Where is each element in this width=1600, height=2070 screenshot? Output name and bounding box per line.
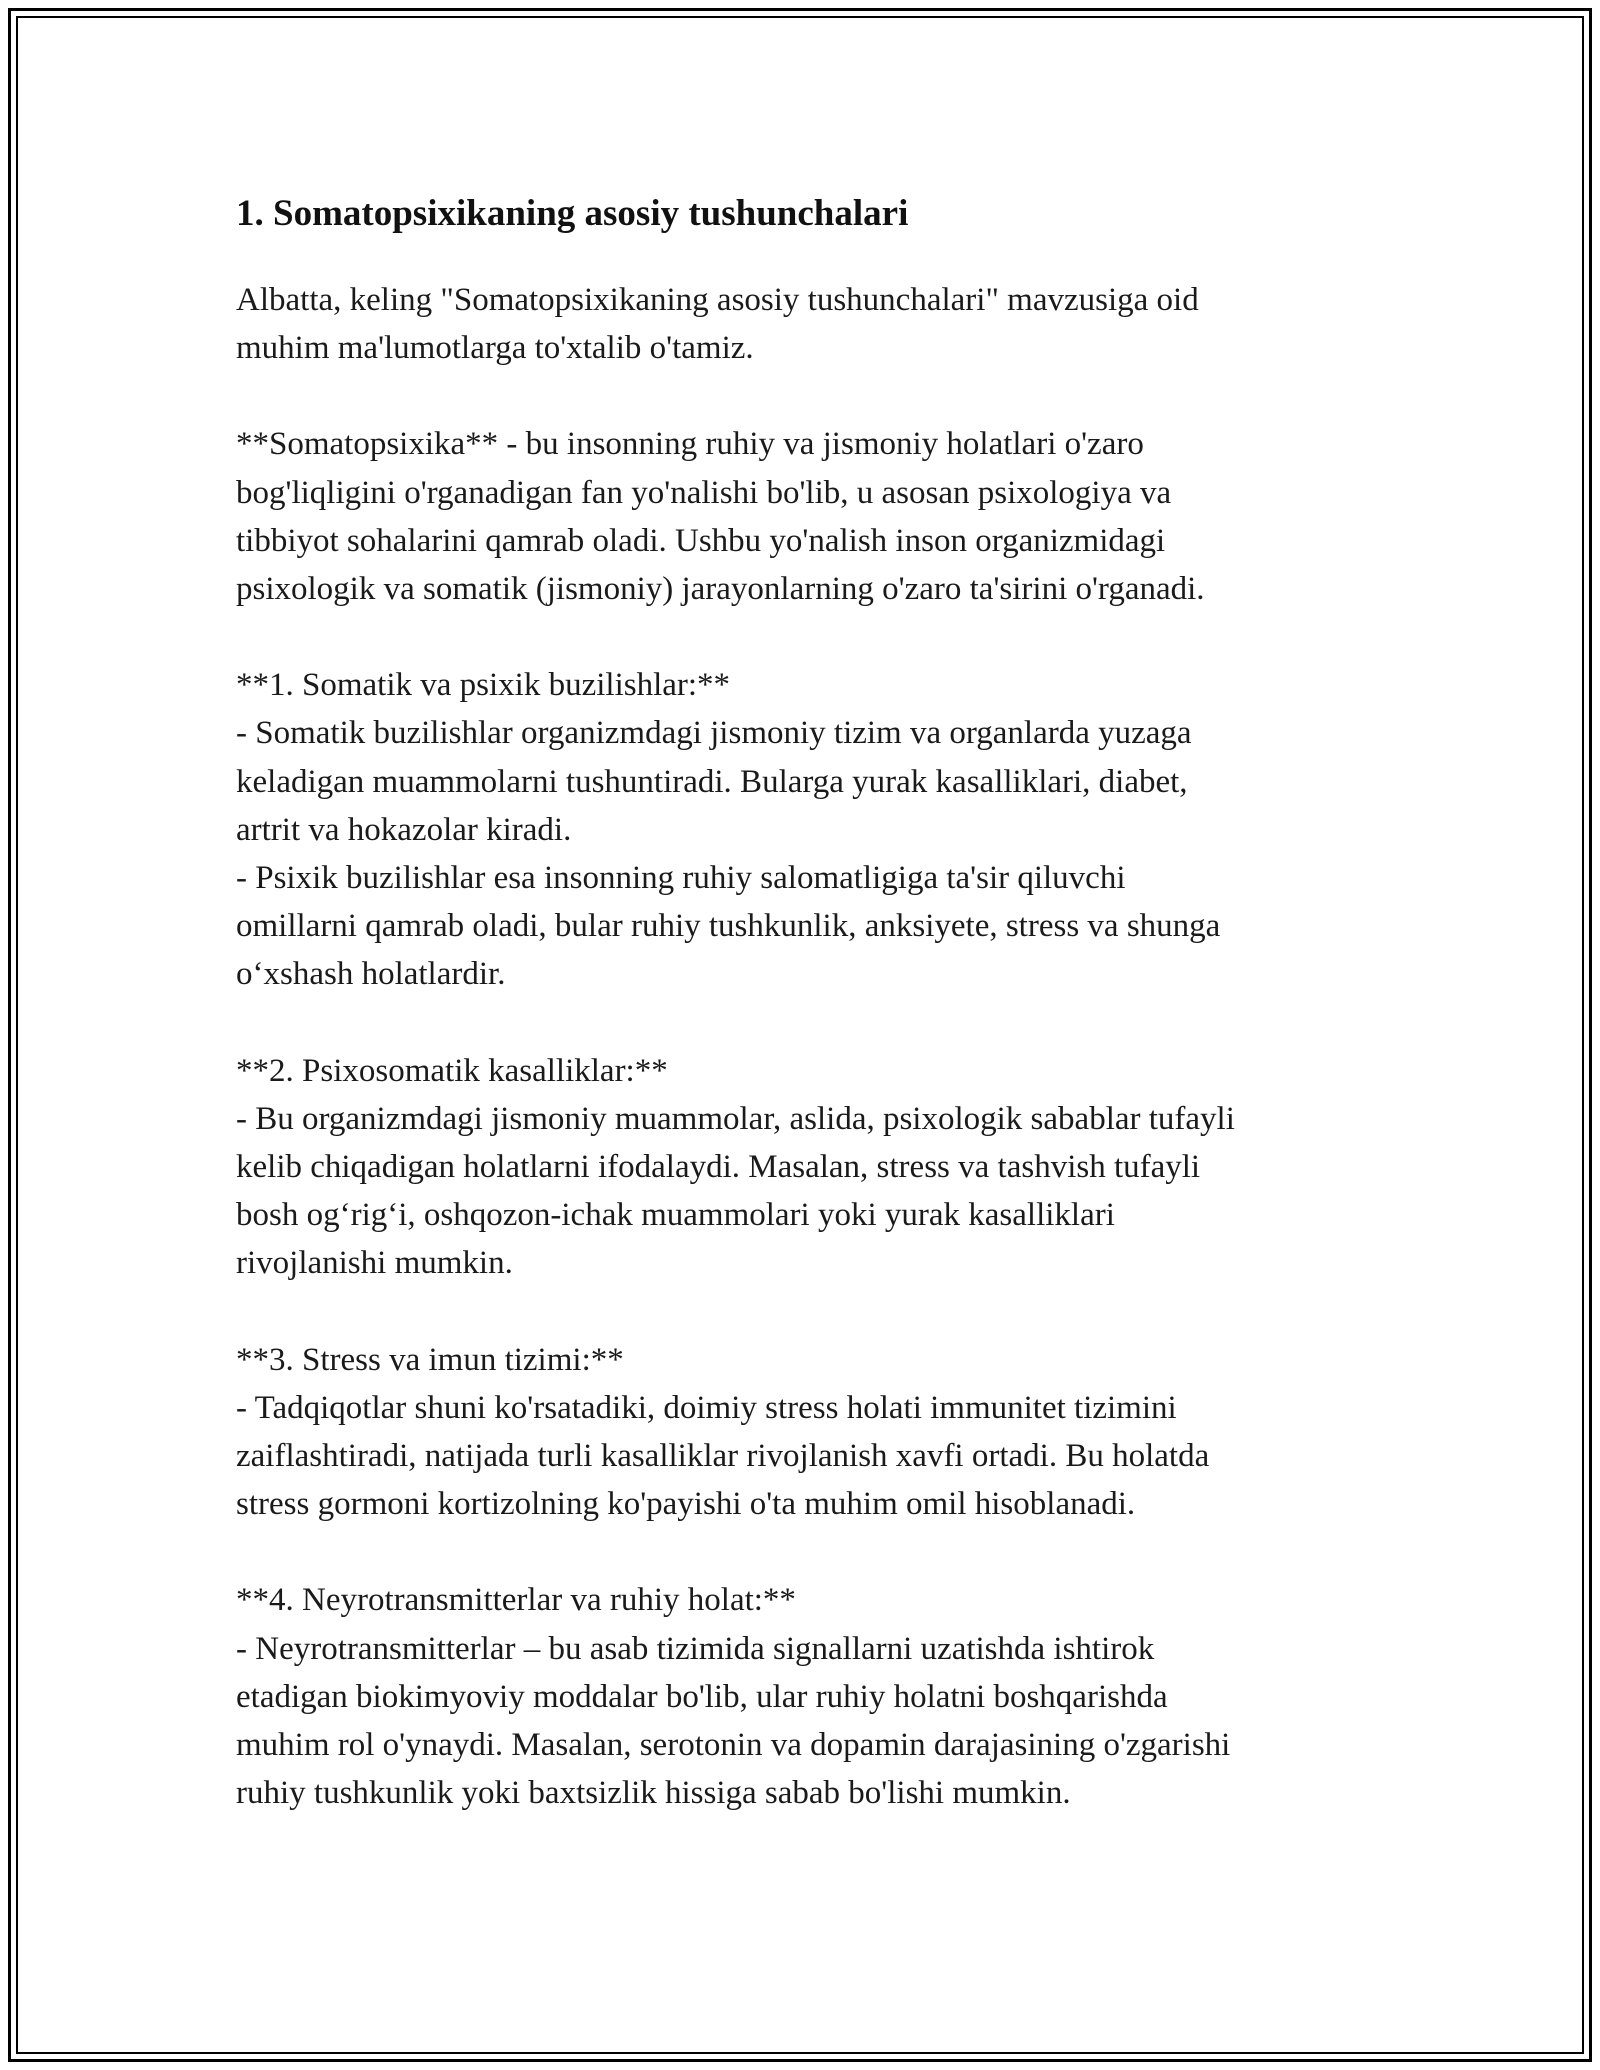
definition-paragraph [236, 420, 1376, 613]
text-line: stress gormoni kortizolning ko'payishi o'ta muhim omil hisoblanadi. [236, 1486, 1136, 1523]
text-line: - Neyrotransmitterlar – bu asab tizimida signallarni uzatishda ishtirok [236, 1630, 1155, 1667]
text-line: ruhiy tushkunlik yoki baxtsizlik hissiga sabab bo'lishi mumkin. [236, 1775, 1071, 1812]
text-line: bosh og‘rig‘i, oshqozon-ichak muammolari yoki yurak kasalliklari [236, 1197, 1115, 1234]
text-line: - Bu organizmdagi jismoniy muammolar, aslida, psixologik sabablar tufayli [236, 1100, 1235, 1137]
section-heading: **3. Stress va imun tizimi:** [236, 1341, 624, 1378]
text-line: kelib chiqadigan holatlarni ifodalaydi. Masalan, stress va tashvish tufayli [236, 1149, 1201, 1186]
document-body [236, 186, 1376, 1865]
document-title: 1. Somatopsixikaning asosiy tushunchalari [236, 193, 909, 234]
text-line: keladigan muammolarni tushuntiradi. Bularga yurak kasalliklari, diabet, [236, 763, 1188, 800]
text-line: muhim rol o'ynaydi. Masalan, serotonin va dopamin darajasining o'zgarishi [236, 1727, 1231, 1764]
text-line: etadigan biokimyoviy moddalar bo'lib, ular ruhiy holatni boshqarishda [236, 1678, 1168, 1715]
section-neurotransmitters [236, 1576, 1376, 1817]
text-line: zaiflashtiradi, natijada turli kasalliklar rivojlanish xavfi ortadi. Bu holatda [236, 1438, 1210, 1475]
text-line: - Psixik buzilishlar esa insonning ruhiy salomatligiga ta'sir qiluvchi [236, 860, 1126, 897]
section-heading: **4. Neyrotransmitterlar va ruhiy holat:** [236, 1582, 796, 1619]
section-heading: **2. Psixosomatik kasalliklar:** [236, 1052, 668, 1089]
text-line: rivojlanishi mumkin. [236, 1245, 513, 1282]
text-line: muhim ma'lumotlarga to'xtalib o'tamiz. [236, 330, 754, 367]
text-line: - Somatik buzilishlar organizmdagi jismoniy tizim va organlarda yuzaga [236, 715, 1192, 752]
section-stress-immune-system [236, 1336, 1376, 1529]
text-line: bog'liqligini o'rganadigan fan yo'nalishi bo'lib, u asosan psixologiya va [236, 474, 1172, 511]
intro-paragraph [236, 276, 1376, 372]
text-line: **Somatopsixika** - bu insonning ruhiy va jismoniy holatlari o'zaro [236, 426, 1144, 463]
text-line: - Tadqiqotlar shuni ko'rsatadiki, doimiy stress holati immunitet tizimini [236, 1389, 1177, 1426]
section-psychosomatic-diseases [236, 1047, 1376, 1288]
text-line: Albatta, keling "Somatopsixikaning asosiy tushunchalari" mavzusiga oid [236, 282, 1199, 318]
text-line: artrit va hokazolar kiradi. [236, 811, 572, 848]
section-somatic-psychic-disorders [236, 661, 1376, 998]
text-line: o‘xshash holatlardir. [236, 956, 506, 993]
text-line: tibbiyot sohalarini qamrab oladi. Ushbu yo'nalish inson organizmidagi [236, 522, 1166, 559]
text-line: omillarni qamrab oladi, bular ruhiy tushkunlik, anksiyete, stress va shunga [236, 908, 1221, 945]
text-line: psixologik va somatik (jismoniy) jarayonlarning o'zaro ta'sirini o'rganadi. [236, 571, 1205, 608]
section-heading: **1. Somatik va psixik buzilishlar:** [236, 667, 731, 704]
